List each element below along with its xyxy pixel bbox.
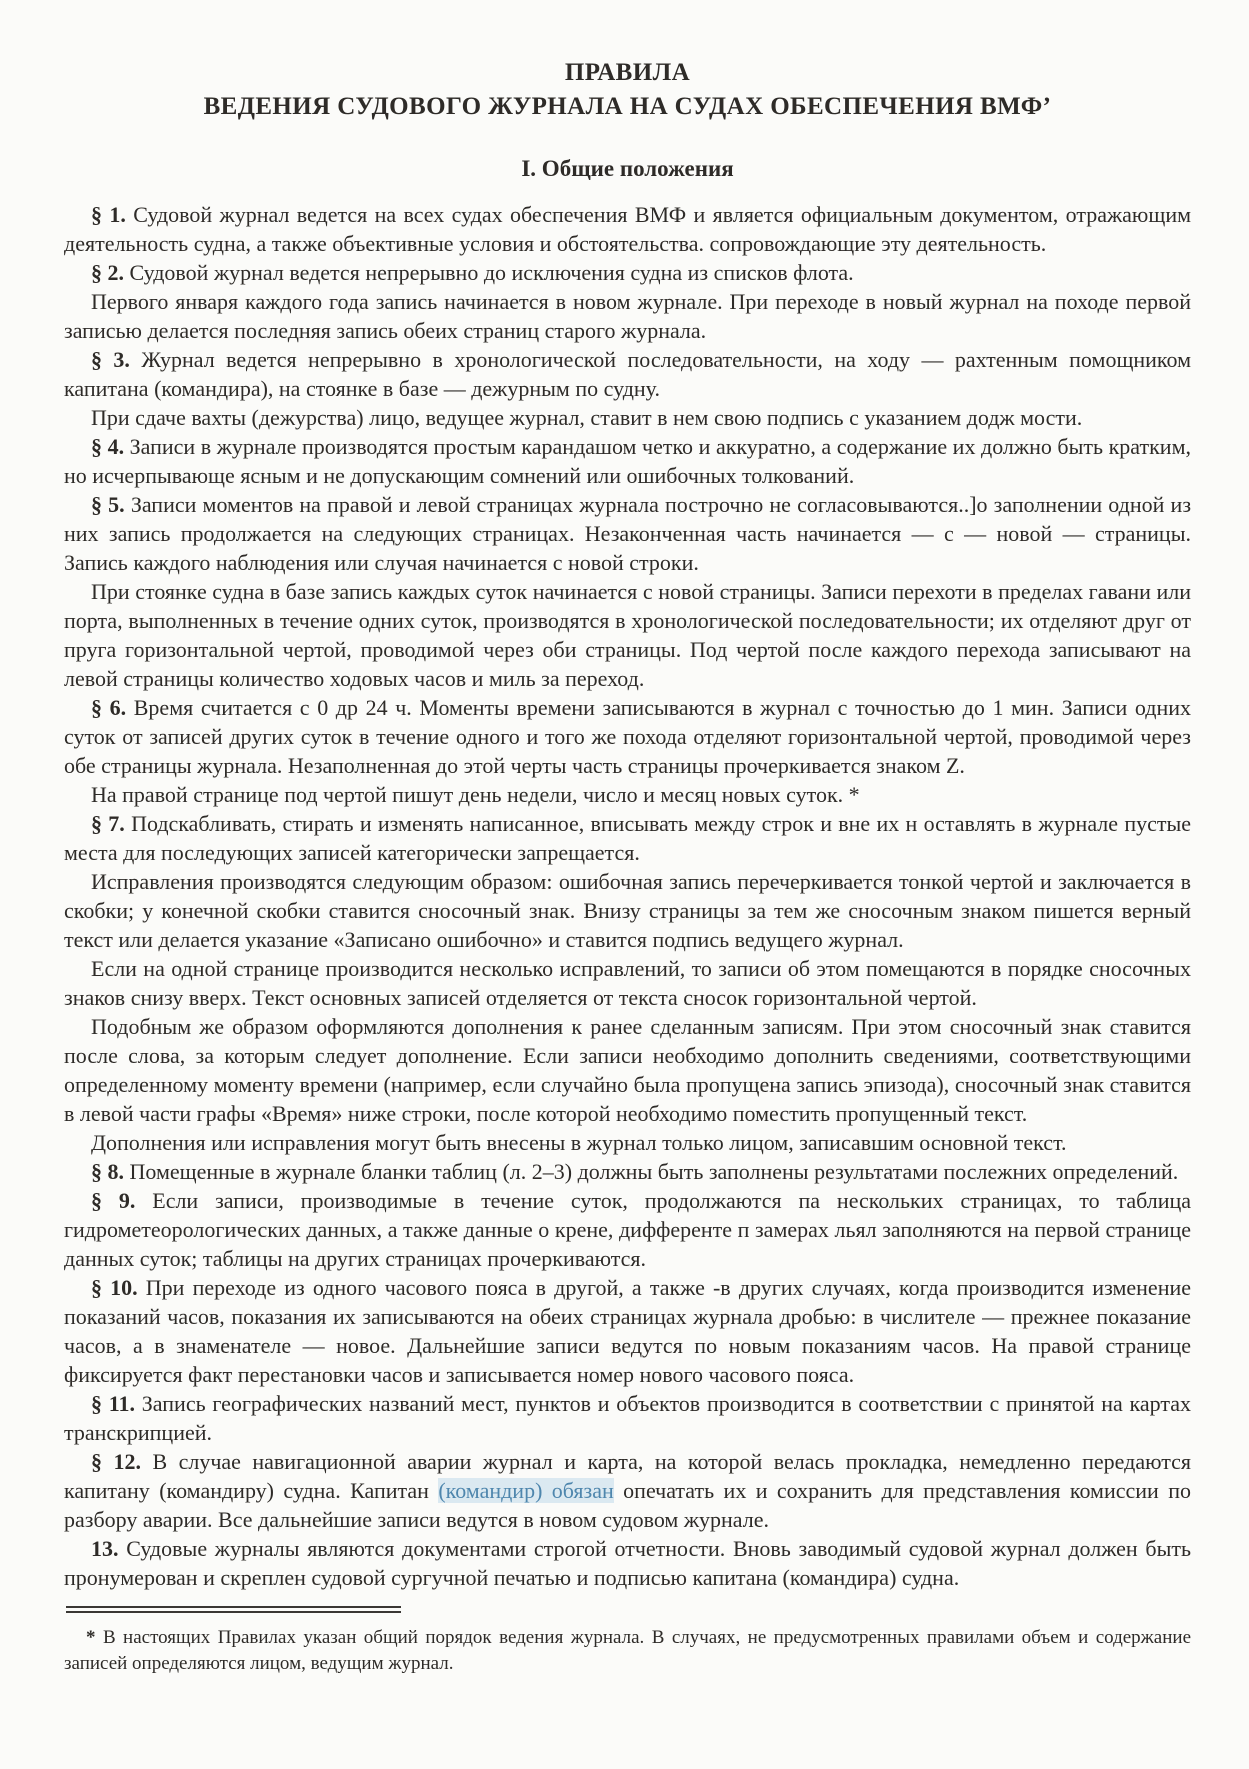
paragraph-text: При стоянке судна в базе запись каждых суток начинается с новой страницы. Записи перехоти в пределах гавани или порта, выполненных в течение одних суток, производятся в хронологической последовательности; их отделяют друг от пруга горизонтальной чертой, проводимой через оби страницы. Под чертой после каждого перехода записывают на левой страницы количество ходовых часов и миль за переход. xyxy=(64,579,1191,691)
paragraph-text: Запись географических названий мест, пунктов и объектов производится в соответствии с принятой на картах транскрипцией. xyxy=(64,1391,1191,1445)
paragraph-number: § 6. xyxy=(91,695,127,720)
paragraph-text: Журнал ведется непрерывно в хронологической последовательности, на ходу — рахтенным помощником капитана (командира), на стоянке в базе — дежурным по судну. xyxy=(64,347,1192,401)
paragraph-text: Записи моментов на правой и левой страницах журнала построчно не согласовываются..]о заполнении одной из них запись продолжается на следующих страницах. Незаконченная часть начинается — с — новой — страницы. Запись каждого наблюдения или случая начинается с новой строки. xyxy=(64,492,1192,575)
paragraph-10 xyxy=(64,1273,1191,1389)
paragraph-text: Время считается с 0 др 24 ч. Моменты времени записываются в журнал с точностью до 1 мин. Записи одних суток от записей других суток в течение одного и того же похода отделяют горизонтальной чертой, проводимой через обе страницы журнала. Незаполненная до этой черты часть страницы прочеркивается знаком Z. xyxy=(64,695,1191,778)
footnote-marker: * xyxy=(86,1627,96,1648)
paragraph-11 xyxy=(64,1389,1191,1447)
paragraph-text: В случае навигационной аварии журнал и карта, на которой велась прокладка, немедленно передаются капитану (командиру) судна. Капитан xyxy=(64,1449,1191,1503)
paragraph-number: § 11. xyxy=(91,1391,136,1416)
paragraph-7b xyxy=(64,954,1191,1012)
paragraph-number: § 2. xyxy=(91,260,124,285)
footnote xyxy=(64,1625,1191,1677)
paragraph-number: 13. xyxy=(91,1536,119,1561)
paragraph-text: Судовой журнал ведется непрерывно до исключения судна из списков флота. xyxy=(129,260,854,285)
paragraph-text: Помещенные в журнале бланки таблиц (л. 2–3) должны быть заполнены результатами послежних определений. xyxy=(129,1159,1179,1184)
paragraph-text: При переходе из одного часового пояса в другой, а также -в других случаях, когда производится изменение показаний часов, показания их записываются на обеих страницах журнала дробью: в числителе — прежнее показание часов, а в знаменателе — новое. Дальнейшие записи ведутся по новым показаниям часов. На правой странице фиксируется факт перестановки часов и записывается номер нового часового пояса. xyxy=(64,1275,1192,1387)
paragraph-text: Дополнения или исправления могут быть внесены в журнал только лицом, записавшим основной текст. xyxy=(91,1130,1067,1155)
paragraph-7c xyxy=(64,1012,1191,1128)
highlighted-text: (командир) обязан xyxy=(438,1478,614,1503)
paragraph-text: При сдаче вахты (дежурства) лицо, ведущее журнал, ставит в нем свою подпись с указанием додж мости. xyxy=(91,405,1083,430)
paragraph-text: Первого января каждого года запись начинается в новом журнале. При переходе в новый журнал на походе первой записью делается последняя запись обеих страниц старого журнала. xyxy=(64,289,1191,343)
paragraph-number: § 8. xyxy=(91,1159,124,1184)
paragraph-text: Исправления производятся следующим образом: ошибочная запись перечеркивается тонкой чертой и заключается в скобки; у конечной скобки ставится сносочный знак. Внизу страницы за тем же сносочным знаком пишется верный текст или делается указание «Записано ошибочно» и ставится подпись ведущего журнал. xyxy=(64,869,1191,952)
paragraph-3 xyxy=(64,345,1191,403)
paragraph-text: Подскабливать, стирать и изменять написанное, вписывать между строк и вне их н оставлять в журнале пустые места для последующих записей категорически запрещается. xyxy=(64,811,1192,865)
paragraph-number: § 5. xyxy=(91,492,125,517)
paragraph-text: Если записи, производимые в течение суток, продолжаются па нескольких страницах, то таблица гидрометеорологических данных, а также данные о крене, дифференте п замерах льял заполняются на первой странице данных суток; таблицы на других страницах прочеркиваются. xyxy=(64,1188,1192,1271)
paragraph-number: § 7. xyxy=(91,811,125,836)
paragraph-6a xyxy=(64,780,1191,809)
page-title-line2: ВЕДЕНИЯ СУДОВОГО ЖУРНАЛА НА СУДАХ ОБЕСПЕЧЕНИЯ ВМФ’ xyxy=(203,93,1052,120)
paragraph-8 xyxy=(64,1157,1191,1186)
paragraph-text: опечатать их и сохранить для представления комиссии по разбору аварии. Все дальнейшие записи ведутся в новом судовом журнале. xyxy=(64,1478,1191,1532)
paragraph-9 xyxy=(64,1186,1191,1273)
paragraph-12 xyxy=(64,1447,1191,1534)
section-heading: I. Общие положения xyxy=(521,156,734,181)
paragraph-number: § 10. xyxy=(91,1275,138,1300)
paragraph-7d xyxy=(64,1128,1191,1157)
paragraph-text: На правой странице под чертой пишут день недели, число и месяц новых суток. * xyxy=(91,782,860,807)
paragraph-7a xyxy=(64,867,1191,954)
paragraph-number: § 4. xyxy=(91,434,125,459)
paragraph-2 xyxy=(64,258,1191,287)
paragraph-2a xyxy=(64,287,1191,345)
paragraph-number: § 12. xyxy=(91,1449,141,1474)
page-title-line1: ПРАВИЛА xyxy=(564,59,691,86)
paragraph-4 xyxy=(64,432,1191,490)
paragraph-number: § 9. xyxy=(91,1188,136,1213)
paragraph-text: Записи в журнале производятся простым карандашом четко и аккуратно, а содержание их должно быть кратким, но исчерпывающе ясным и не допускающим сомнений или ошибочных толкований. xyxy=(64,434,1191,488)
footnote-separator xyxy=(66,1606,401,1613)
paragraph-text: Судовые журналы являются документами строгой отчетности. Вновь заводимый судовой журнал должен быть пронумерован и скреплен судовой сургучной печатью и подписью капитана (командира) судна. xyxy=(64,1536,1192,1590)
paragraph-5a xyxy=(64,577,1191,693)
paragraph-text: Подобным же образом оформляются дополнения к ранее сделанным записям. При этом сносочный знак ставится после слова, за которым следует дополнение. Если записи необходимо дополнить сведениями, соответствующими определенному моменту времени (например, если случайно была пропущена запись эпизода), сносочный знак ставится в левой части графы «Время» ниже строки, после которой необходимо поместить пропущенный текст. xyxy=(64,1014,1191,1126)
paragraph-13 xyxy=(64,1534,1191,1592)
paragraph-text: Судовой журнал ведется на всех судах обеспечения ВМФ и является официальным документом, отражающим деятельность судна, а также объективные условия и обстоятельства. сопровождающие эту деятельность. xyxy=(64,202,1192,256)
paragraph-3a xyxy=(64,403,1191,432)
document-body xyxy=(64,200,1191,1592)
paragraph-text: Если на одной странице производится несколько исправлений, то записи об этом помещаются в порядке сносочных знаков снизу вверх. Текст основных записей отделяется от текста сносок горизонтальной чертой. xyxy=(64,956,1191,1010)
paragraph-7 xyxy=(64,809,1191,867)
paragraph-number: § 1. xyxy=(91,202,126,227)
footnote-text: В настоящих Правилах указан общий порядок ведения журнала. В случаях, не предусмотренных правилами объем и содержание записей определяются лицом, ведущим журнал. xyxy=(64,1627,1192,1674)
paragraph-5 xyxy=(64,490,1191,577)
paragraph-number: § 3. xyxy=(91,347,130,372)
paragraph-1 xyxy=(64,200,1191,258)
paragraph-6 xyxy=(64,693,1191,780)
